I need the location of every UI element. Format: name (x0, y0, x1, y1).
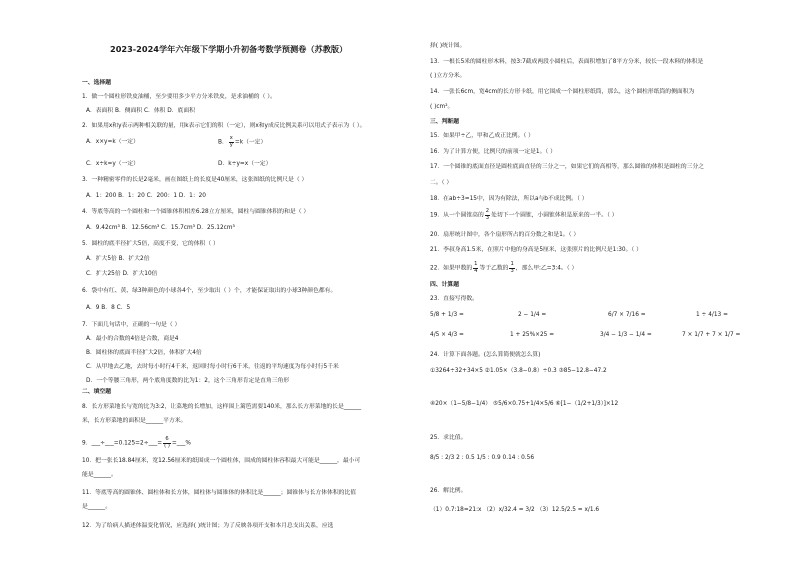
question-14-cont: ( )cm²。 (430, 104, 454, 110)
question-5-options-ab: A．扩大5倍 B．扩大2倍 (86, 256, 150, 262)
fraction-denominator: ( ) (164, 442, 170, 449)
question-23-row2-c: 3/4 − 1/3 − 1/4 = (600, 332, 652, 338)
question-1: 1．做一个圆柱形铁皮油桶，至少要用多少平方分米铁皮，是求油桶的（ ）。 (82, 94, 276, 100)
section-heading-fill: 二、填空题 (82, 389, 111, 395)
question-4-options: A．9.42cm³ B．12.56cm³ C．15.7cm³ D．25.12cm³ (86, 225, 235, 231)
question-24-row1: ①3264÷32+34×5 ②1.05×（3.8−0.8）÷0.3 ③85−12.8−47.2 (430, 368, 607, 374)
question-4: 4．等底等高的一个圆柱和一个圆锥体积相差6.28立方厘米，圆柱与圆锥体积的和是（ ） (82, 209, 310, 215)
section-heading-choice: 一、选择题 (82, 80, 111, 86)
question-3: 3．一种精密零件的长是2毫米，画在图纸上的长度是40厘米，这张图纸的比例尺是（ ） (82, 177, 308, 183)
question-19-post: 处切下一个圆锥，小圆锥体积是原来的一半。（ ） (491, 212, 618, 219)
fraction-denominator: 3 (510, 267, 514, 274)
question-22-fraction-2 (509, 262, 514, 274)
question-13-cont: ( )立方分米。 (430, 73, 466, 79)
question-15: 15．如果甲÷乙，甲和乙成正比例。（ ） (430, 133, 534, 139)
question-6-options: A．9 B．8 C．5 (86, 305, 131, 311)
fraction-denominator: y (229, 141, 233, 148)
question-11-cont: 是______。 (82, 504, 111, 510)
question-23-row2-d: 7 × 1/7 + 7 × 1/7 = (682, 332, 741, 338)
question-7: 7．下面几句话中，正确的一句是（ ） (82, 322, 181, 328)
question-2-option-a: A．x×y=k（一定） (86, 139, 139, 145)
question-2-option-c: C．x÷k=y（一定） (86, 161, 139, 167)
question-12-cont: 择( )统计图。 (430, 43, 466, 49)
fraction-denominator: 3 (485, 214, 490, 221)
question-2: 2．如果用x和y表示两种相关联的量，用k表示它们的积（一定），则x和y成反比例关系可以用式子表示为（ ）。 (82, 123, 366, 129)
question-23-row1-c: 6/7 × 7/16 = (608, 312, 646, 318)
question-10-cont: 能是______。 (82, 472, 117, 478)
question-6: 6．袋中有红、黄、绿3种颜色的小球各4个，至少取出（ ）个，才能保证取出的小球3种颜色都有。 (82, 288, 337, 294)
question-23-row1-b: 2 − 1/4 = (518, 312, 547, 318)
question-23-row2-b: 1 + 25%×25 = (510, 332, 555, 338)
question-9-post: =___% (171, 440, 191, 447)
question-24: 24．计算下面各题。(怎么算简便就怎么算) (430, 352, 541, 358)
page-title: 2023-2024学年六年级下学期小升初备考数学预测卷（苏教版） (110, 44, 348, 54)
question-5-options-cd: C．扩大25倍 D．扩大10倍 (86, 271, 158, 277)
question-17-cont: 二。（ ） (430, 180, 453, 186)
question-19-pre: 19．从一个圆锥高的 (430, 212, 484, 219)
question-1-options: A．表面积 B．侧面积 C．体积 D．底面积 (86, 108, 195, 114)
question-22-mid: 等于乙数的 (479, 265, 509, 272)
fraction-numerator: x (229, 135, 233, 141)
question-19-fraction (485, 209, 490, 221)
question-22-pre: 22．如果甲数的 (430, 265, 473, 272)
question-19 (430, 209, 618, 221)
question-23-row1-d: 1 ÷ 4/13 = (696, 312, 728, 318)
question-12: 12．为了给病人描述体温变化情况，应选择( )统计图；为了反映各项开支和本月总支出关系，应选 (82, 523, 334, 529)
question-11: 11．等底等高的圆锥体、圆柱体和长方体，圆柱体与圆锥体的体积比是______；圆锥体与长方体体积的比值 (82, 490, 357, 496)
fraction-denominator: 4 (474, 267, 478, 274)
option-b-rest: =k（一定） (234, 139, 267, 146)
question-7-option-c: C．从甲地去乙地，去时每小时行4千米，返回时每小时行6千米，往返的平均速度为每小时行5千米 (86, 364, 339, 370)
question-7-option-a: A．最小的合数的4倍是合数，商是4 (86, 336, 179, 342)
question-5: 5．圆柱的底半径扩大5倍，高度不变，它的体积（ ） (82, 241, 219, 247)
option-b-label: B． (218, 139, 228, 146)
question-16: 16．为了计算方便，比例尺的前项一定是1。（ ） (430, 149, 556, 155)
question-7-option-d: D．一个等腰三角形，两个底角度数的比为1：2，这个三角形肯定是直角三角形 (86, 378, 290, 384)
question-22-post: ，那么甲:乙=3:4。（ ） (515, 265, 578, 272)
question-25: 25．求比值。 (430, 435, 467, 441)
question-17: 17．一个圆锥的底面直径是圆柱底面直径的三分之一，如果它们的高相等，那么圆锥的体积是圆柱的三分之 (430, 164, 705, 170)
question-21: 21．李叔身高1.5米，在照片中他的身高是5厘米，这张照片的比例尺是1:30。（ ） (430, 247, 642, 253)
fraction-x-over-y (229, 136, 234, 148)
fraction-numerator: 1 (474, 261, 478, 267)
question-7-option-b: B．圆柱体的底面半径扩大2倍，体积扩大4倍 (86, 350, 202, 356)
question-22 (430, 262, 577, 274)
question-14: 14．一张长6cm，宽4cm的长方形卡纸，用它围成一个圆柱形纸筒，那么，这个圆柱形纸筒的侧面积为 (430, 89, 695, 95)
question-2-option-d: D．k÷y=x（一定） (218, 161, 272, 167)
fraction-numerator: 6 (163, 437, 171, 444)
question-9-fraction (163, 437, 171, 449)
question-22-fraction-1 (473, 262, 478, 274)
question-23: 23．直接写得数。 (430, 296, 478, 302)
question-9 (82, 437, 191, 449)
fraction-numerator: 2 (485, 208, 490, 214)
question-10: 10．把一张长18.84厘米，宽12.56厘米的纸围成一个圆柱体，围成的圆柱体容积最大可能是______，最小可 (82, 458, 361, 464)
question-23-row2-a: 4/5 × 4/3 = (430, 332, 464, 338)
question-13: 13．一根长5米的圆柱形木料，按3:7截成两段小圆柱后，表面积增加了8平方分米，较长一段木料的体积是 (430, 59, 704, 65)
question-26: 26．解比例。 (430, 488, 467, 494)
question-25-items: 8/5 : 2/3 2 : 0.5 1/5 : 0.9 0.14 : 0.56 (430, 455, 535, 461)
question-3-options: A．1：200 B．1：20 C．200：1 D．1：20 (86, 193, 206, 199)
question-8-cont: 米，长方形菜地的面积是______平方米。 (82, 418, 187, 424)
question-8: 8．长方形菜地长与宽的比为3:2，让菜地的长增加，这样围上篱笆需要140米，那么长方形菜地的长是______ (82, 404, 362, 410)
section-heading-judge: 三、判断题 (430, 119, 459, 125)
question-20: 20．扇形统计图中，各个扇形所占的百分数之和是1。（ ） (430, 232, 580, 238)
question-23-row1-a: 5/8 + 1/3 = (430, 312, 464, 318)
section-heading-calc: 四、计算题 (430, 282, 459, 288)
fraction-numerator: 1 (510, 261, 514, 267)
question-24-row2: ④20×（1−5/8−1/4） ⑤5/6×0.75+1/4×5/6 ⑥[1−（1/2+1/3）]×12 (430, 401, 619, 407)
question-2-option-b (218, 136, 266, 148)
question-26-items: （1）0.7:18=21:x （2）x/32.4 = 3/2 （3）12.5/2.5 = x/1.6 (430, 507, 600, 513)
question-18: 18．在ab÷3=15中，因为有除法，所以a与b不成比例。（ ） (430, 196, 588, 202)
question-9-pre: 9．___÷___=0.125=2÷___= (82, 440, 163, 447)
